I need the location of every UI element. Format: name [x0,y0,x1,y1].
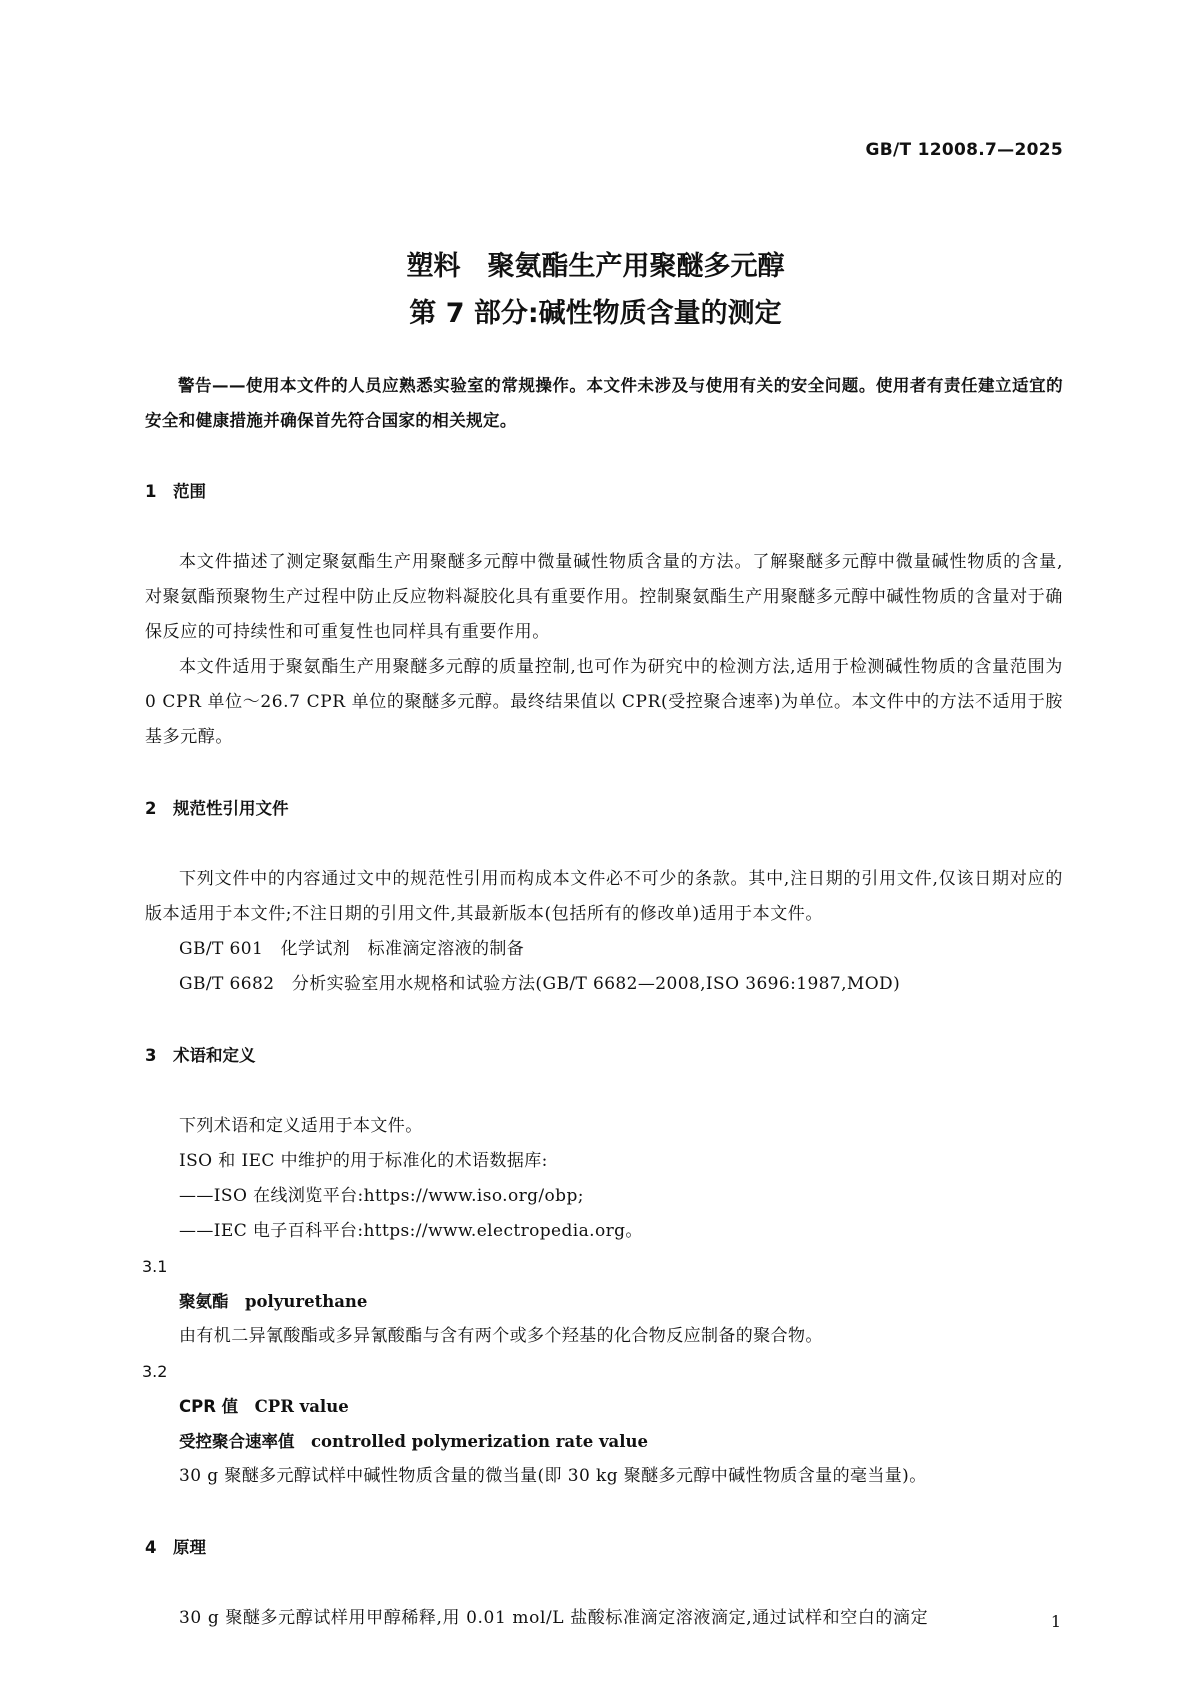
reference-item [145,932,1063,967]
section-number: 4 [145,1538,157,1557]
standard-code: GB/T 12008.7—2025 [865,140,1063,160]
term-number: 3.2 [142,1362,168,1381]
scope-paragraph-2: 本文件适用于聚氨酯生产用聚醚多元醇的质量控制,也可作为研究中的检测方法,适用于检测碱性物质的含量范围为 0 CPR 单位～26.7 CPR 单位的聚醚多元醇。最终结果值以 CPR(受控聚合速率)为单位。本文件中的方法不适用于胺基多元醇。 [145,657,1063,747]
reference-name: 化学试剂 标准滴定溶液的制备 [280,939,525,959]
term-english: polyurethane [245,1292,368,1311]
terms-intro-line: 下列术语和定义适用于本文件。 [179,1116,423,1136]
scope-paragraph-1: 本文件描述了测定聚氨酯生产用聚醚多元醇中微量碱性物质含量的方法。了解聚醚多元醇中微量碱性物质的含量,对聚氨酯预聚物生产过程中防止反应物料凝胶化具有重要作用。控制聚氨酯生产用聚醚多元醇中碱性物质的含量对于确保反应的可持续性和可重复性也同样具有重要作用。 [145,552,1063,642]
section-number: 1 [145,482,157,501]
principle-paragraph: 30 g 聚醚多元醇试样用甲醇稀释,用 0.01 mol/L 盐酸标准滴定溶液滴定,通过试样和空白的滴定 [179,1608,929,1628]
term-name [145,1389,1063,1424]
reference-code: GB/T 6682 [179,974,275,994]
page-number: 1 [1050,1612,1061,1631]
term-number: 3.1 [142,1257,168,1276]
section-4-heading [145,1530,1063,1565]
term-definition: 由有机二异氰酸酯或多异氰酸酯与含有两个或多个羟基的化合物反应制备的聚合物。 [179,1326,823,1346]
section-number: 2 [145,799,157,818]
section-title: 规范性引用文件 [173,799,289,818]
document-title [0,243,1191,337]
document-body [142,368,1063,1636]
term-chinese: 受控聚合速率值 [179,1432,295,1451]
section-3-heading [145,1038,1063,1073]
title-line-1: 塑料 聚氨酯生产用聚醚多元醇 [406,251,785,282]
term-english: controlled polymerization rate value [311,1432,648,1451]
section-number: 3 [145,1046,157,1065]
warning-paragraph: 警告——使用本文件的人员应熟悉实验室的常规操作。本文件未涉及与使用有关的安全问题。使用者有责任建立适宜的安全和健康措施并确保首先符合国家的相关规定。 [145,376,1063,430]
term-name [145,1284,1063,1319]
reference-name: 分析实验室用水规格和试验方法(GB/T 6682—2008,ISO 3696:1987,MOD) [291,974,901,994]
term-english: CPR value [254,1397,349,1416]
section-2-heading [145,791,1063,826]
reference-item [145,967,1063,1002]
terms-database-link: ——IEC 电子百科平台:https://www.electropedia.org。 [179,1221,643,1241]
section-title: 范围 [173,482,206,501]
section-title: 原理 [173,1538,206,1557]
term-chinese: CPR 值 [179,1397,239,1416]
terms-database-link: ——ISO 在线浏览平台:https://www.iso.org/obp; [179,1186,584,1206]
references-paragraph: 下列文件中的内容通过文中的规范性引用而构成本文件必不可少的条款。其中,注日期的引用文件,仅该日期对应的版本适用于本文件;不注日期的引用文件,其最新版本(包括所有的修改单)适用于本文件。 [145,869,1063,924]
term-name-alt [145,1424,1063,1459]
reference-code: GB/T 601 [179,939,264,959]
terms-intro-line: ISO 和 IEC 中维护的用于标准化的术语数据库: [179,1151,548,1171]
title-line-2: 第 7 部分:碱性物质含量的测定 [409,298,782,329]
section-1-heading [145,474,1063,509]
section-title: 术语和定义 [173,1046,256,1065]
term-definition: 30 g 聚醚多元醇试样中碱性物质含量的微当量(即 30 kg 聚醚多元醇中碱性物质含量的毫当量)。 [179,1466,927,1486]
term-chinese: 聚氨酯 [179,1292,229,1311]
